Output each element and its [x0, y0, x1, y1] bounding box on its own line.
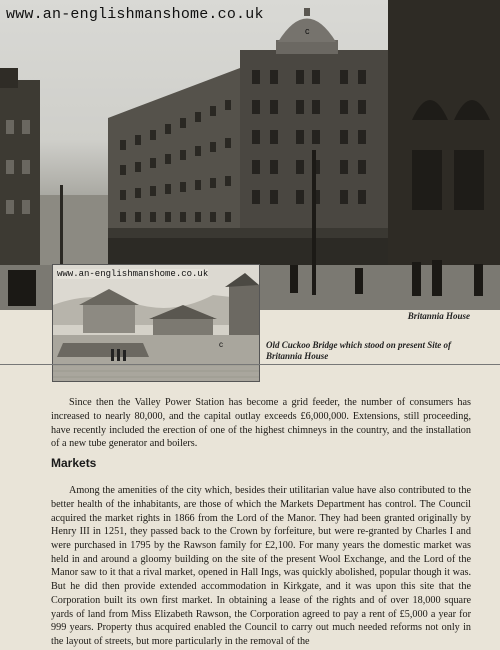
site-watermark: www.an-englishmanshome.co.uk — [6, 6, 264, 23]
section-divider — [0, 364, 500, 365]
paragraph-power-station: Since then the Valley Power Station has become a grid feeder, the number of consumers has increased to nearly 80,000, and the capital outlay exceeds £6,000,000. Extensions, still proceeding, have recently included the erection of one of the highest chimneys in the country, and the installation of a new tube generator and boilers. — [51, 397, 471, 450]
inset-watermark: www.an-englishmanshome.co.uk — [57, 269, 209, 279]
svg-text:c: c — [305, 26, 310, 36]
paragraph-markets: Among the amenities of the city which, besides their utilitarian value have also contributed to the better health of the inhabitants, are those of which the Markets Department has control. The Council acquired the market rights in 1866 from the Lord of the Manor. They had been granted originally by Henry III in 1251, they passed back to the Crown by forfeiture, but were re-granted by Charles I and were purchased in 1795 by the Rawson family for £2,100. For many years the domestic market was held in and around a gloomy building on the site of the present Wool Exchange, and the Lord of the Manor saw to it that a rival market, opened in Hall Ings, was quickly abolished, popular though it was. But he did then provide extended accommodation in Kirkgate, and it was upon this site that the Corporation built its own first market. In obtaining a lease of the rights and of over 18,000 square yards of land from Miss Elizabeth Rawson, the Corporation agreed to pay a rent of £5,000 a year for 999 years. Property thus acquired enabled the Council to carry out much needed reforms not only in the layout of streets, but more particularly in the removal of the — [51, 485, 471, 647]
svg-text:c: c — [219, 340, 223, 349]
inset-photo-caption: Old Cuckoo Bridge which stood on present Site of Britannia House — [266, 340, 452, 361]
main-photo-caption: Britannia House — [407, 311, 470, 321]
section-heading-markets: Markets — [51, 456, 97, 470]
